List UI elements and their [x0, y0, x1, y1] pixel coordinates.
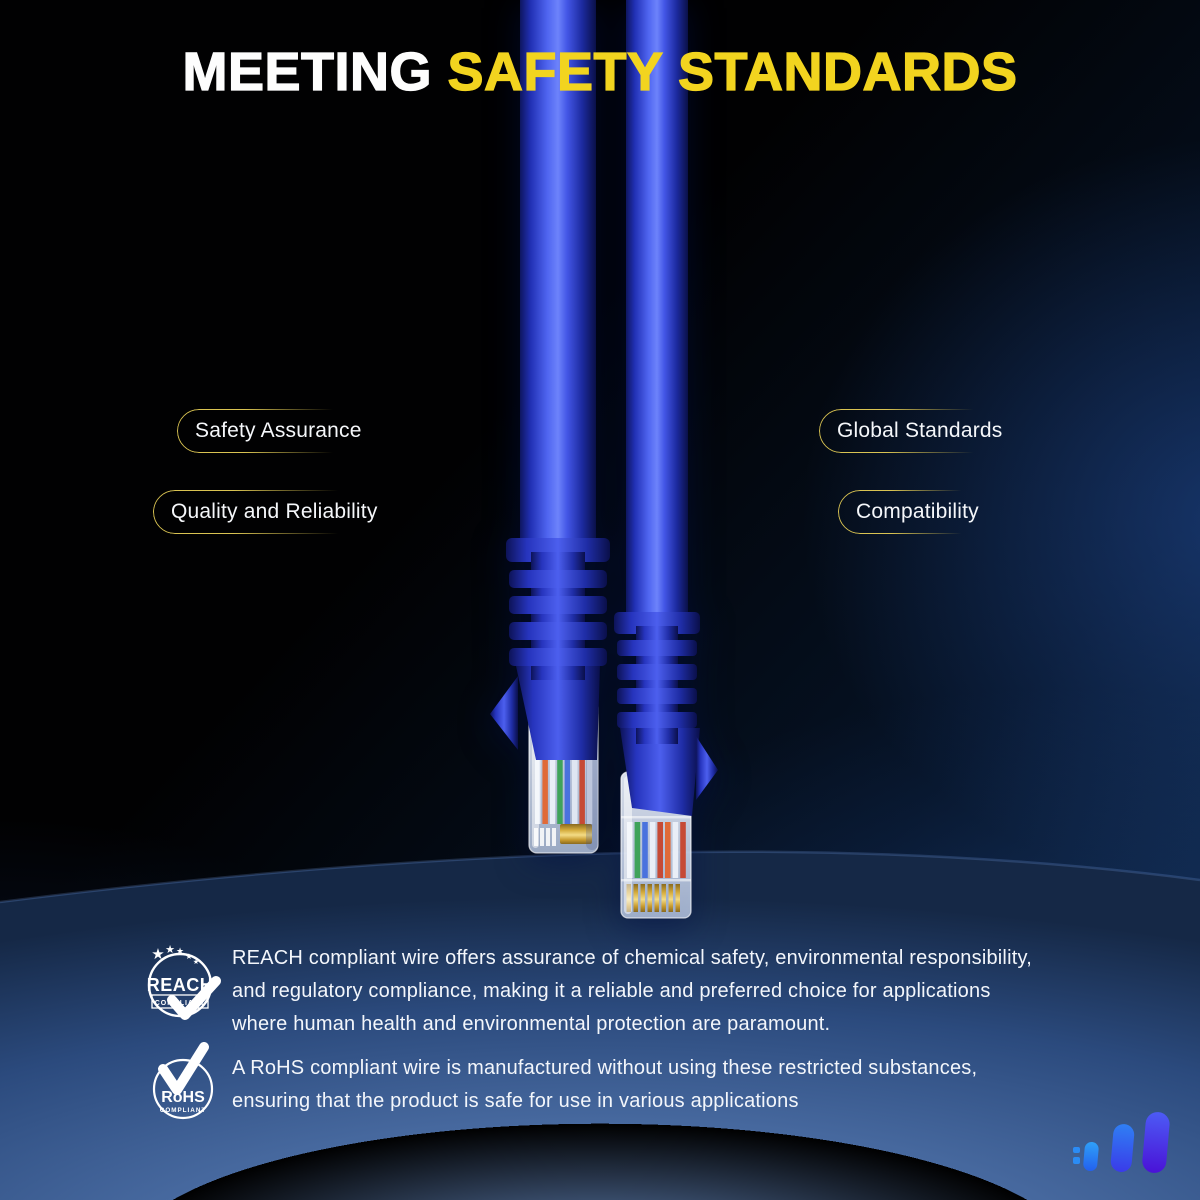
star-icon: ★ — [185, 952, 193, 961]
logo-bar-medium — [1110, 1123, 1135, 1173]
reach-compliant-badge — [136, 936, 236, 1040]
strain-relief-boot-left — [490, 538, 610, 760]
text-line: where human health and environmental protection are paramount. — [232, 1013, 831, 1035]
text-line: ensuring that the product is safe for use in various applications — [232, 1090, 799, 1112]
feature-global-standards — [819, 409, 1028, 453]
text-line: REACH compliant wire offers assurance of chemical safety, environmental responsibility, — [232, 947, 1032, 969]
reach-description — [232, 942, 1032, 1041]
rohs-description — [232, 1052, 977, 1118]
reach-badge-title: REACH — [146, 975, 214, 995]
logo-bar-large — [1141, 1111, 1170, 1174]
star-icon: ★ — [165, 944, 175, 956]
text-line: and regulatory compliance, making it a reliable and preferred choice for applications — [232, 980, 991, 1002]
star-icons — [151, 944, 199, 966]
feature-compatibility — [838, 490, 1005, 534]
title-yellow: SAFETY STANDARDS — [447, 42, 1018, 102]
feature-quality-reliability — [153, 490, 404, 534]
logo-dot — [1073, 1147, 1080, 1153]
reach-badge-subtitle: COMPLIANT — [154, 1000, 206, 1007]
cable-left — [490, 0, 610, 853]
check-icon — [163, 1047, 204, 1090]
star-icon: ★ — [151, 946, 165, 963]
rohs-badge-title: RoHS — [161, 1089, 205, 1106]
page-title — [0, 42, 1200, 102]
rohs-compliant-badge — [140, 1042, 232, 1134]
logo-bar-small — [1083, 1141, 1099, 1171]
star-icon: ★ — [175, 946, 185, 956]
feature-safety-assurance — [177, 409, 388, 453]
title-white: MEETING — [182, 42, 448, 102]
star-icon: ★ — [192, 959, 200, 966]
feature-label: Quality and Reliability — [171, 500, 378, 523]
text-line: A RoHS compliant wire is manufactured without using these restricted substances, — [232, 1057, 978, 1079]
feature-label: Global Standards — [837, 419, 1003, 442]
feature-label: Safety Assurance — [195, 419, 362, 442]
logo-dot — [1073, 1157, 1080, 1164]
cable-right — [614, 0, 718, 918]
strain-relief-boot-right — [614, 612, 718, 816]
feature-label: Compatibility — [856, 500, 979, 523]
rohs-badge-subtitle: COMPLIANT — [159, 1107, 207, 1114]
brand-logo — [1062, 1106, 1182, 1186]
